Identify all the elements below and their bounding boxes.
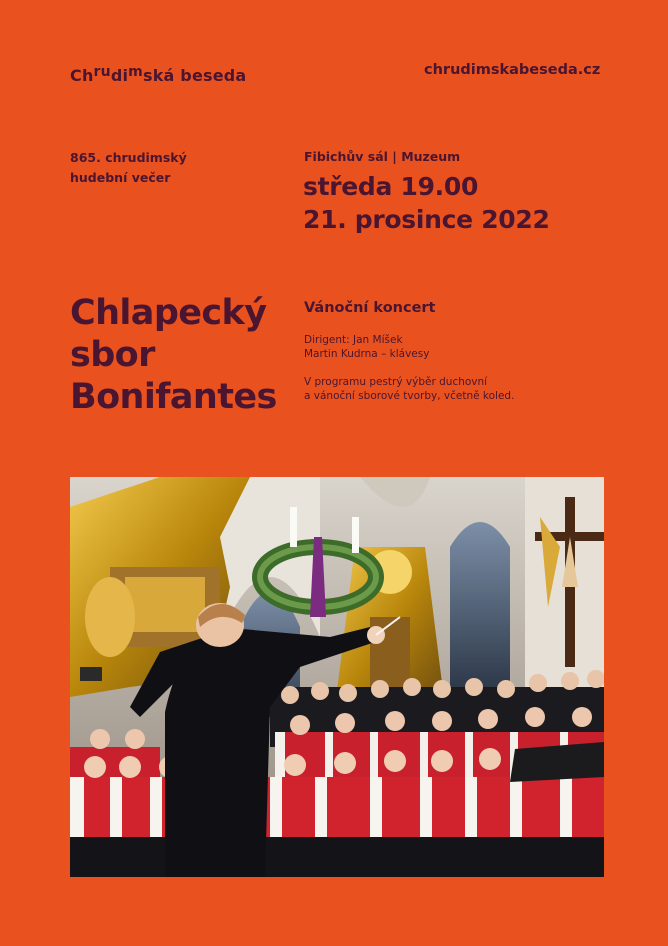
performer-line-1: Chlapecký — [70, 293, 267, 333]
program-line-1: V programu pestrý výběr duchovní — [304, 376, 488, 388]
performer-title — [70, 292, 277, 418]
event-datetime — [303, 170, 550, 236]
logo-text-3: di — [110, 66, 129, 85]
performer-line-2: sbor — [70, 335, 155, 375]
choir-photo — [70, 477, 604, 877]
logo — [70, 66, 246, 85]
credits — [304, 333, 429, 361]
logo-text-2: ru — [93, 64, 111, 80]
logo-text-5: ská beseda — [142, 66, 247, 85]
website-link[interactable]: chrudimskabeseda.cz — [424, 62, 601, 78]
logo-text-1: Ch — [70, 66, 94, 85]
performer-line-3: Bonifantes — [70, 377, 277, 417]
keyboard-player: Martin Kudrna – klávesy — [304, 348, 430, 360]
concert-title: Vánoční koncert — [304, 300, 436, 316]
series-line-2: hudební večer — [70, 170, 171, 185]
series-line-1: 865. chrudimský — [70, 150, 187, 165]
choir-photo-illustration — [70, 477, 604, 877]
conductor: Dirigent: Jan Míšek — [304, 334, 403, 346]
day-time: středa 19.00 — [303, 172, 479, 201]
program-description — [304, 375, 514, 403]
venue: Fibichův sál | Muzeum — [304, 149, 461, 164]
logo-text-4: m — [128, 64, 143, 80]
event-date: 21. prosince 2022 — [303, 205, 550, 234]
concert-series — [70, 148, 187, 188]
program-line-2: a vánoční sborové tvorby, včetně koled. — [304, 390, 515, 402]
